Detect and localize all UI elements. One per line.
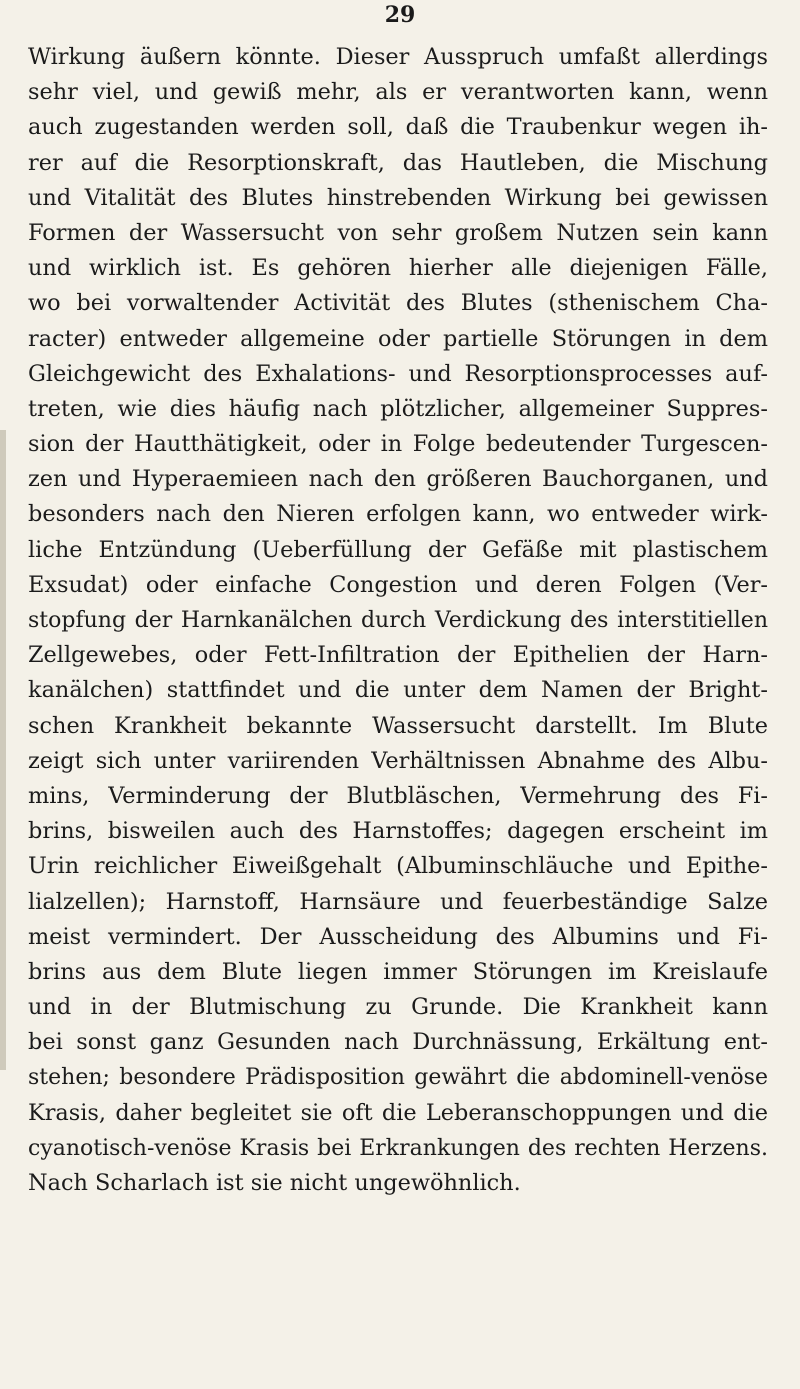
text-line: brins aus dem Blute liegen immer Störungen im Kreislaufe (28, 958, 768, 985)
text-line: besonders nach den Nieren erfolgen kann, wo entweder wirk- (28, 501, 768, 528)
text-line: zeigt sich unter variirenden Verhältnissen Abnahme des Albu- (28, 747, 768, 774)
text-line: Krasis, daher begleitet sie oft die Leberanschoppungen und die (28, 1099, 768, 1126)
text-line: brins, bisweilen auch des Harnstoffes; dagegen erscheint im (28, 818, 768, 845)
page-edge-shadow (0, 430, 6, 1070)
text-line: schen Krankheit bekannte Wassersucht darstellt. Im Blute (28, 712, 768, 739)
text-line: racter) entweder allgemeine oder partielle Störungen in dem (28, 325, 768, 352)
text-line: Zellgewebes, oder Fett-Infiltration der Epithelien der Harn- (28, 642, 768, 669)
text-line: cyanotisch-venöse Krasis bei Erkrankungen des rechten Herzens. (28, 1135, 768, 1161)
text-line: meist vermindert. Der Ausscheidung des Albumins und Fi- (28, 923, 768, 950)
text-line: bei sonst ganz Gesunden nach Durchnässung, Erkältung ent- (28, 1029, 768, 1056)
text-line: stopfung der Harnkanälchen durch Verdickung des interstitiellen (28, 608, 768, 633)
text-line: Wirkung äußern könnte. Dieser Ausspruch umfaßt allerdings (28, 44, 768, 70)
text-line: und in der Blutmischung zu Grunde. Die Krankheit kann (28, 994, 768, 1021)
body-text (28, 40, 768, 1201)
text-line: und Vitalität des Blutes hinstrebenden Wirkung bei gewissen (28, 184, 768, 211)
text-line: treten, wie dies häufig nach plötzlicher, allgemeiner Suppres- (28, 395, 768, 422)
text-line: lialzellen); Harnstoff, Harnsäure und feuerbeständige Salze (28, 888, 768, 915)
text-line: Gleichgewicht des Exhalations- und Resorptionsprocesses auf- (28, 360, 768, 387)
text-line: sehr viel, und gewiß mehr, als er verantworten kann, wenn (28, 79, 768, 106)
text-line: Formen der Wassersucht von sehr großem Nutzen sein kann (28, 219, 768, 246)
text-line: mins, Verminderung der Blutbläschen, Vermehrung des Fi- (28, 782, 768, 809)
page-number: 29 (384, 2, 416, 28)
text-line: kanälchen) stattfindet und die unter dem Namen der Bright- (28, 677, 768, 704)
text-line: Urin reichlicher Eiweißgehalt (Albuminschläuche und Epithe- (28, 853, 768, 880)
text-line: und wirklich ist. Es gehören hierher alle diejenigen Fälle, (28, 255, 768, 282)
text-line: rer auf die Resorptionskraft, das Hautleben, die Mischung (28, 149, 768, 176)
text-line: stehen; besondere Prädisposition gewährt die abdominell-venöse (28, 1065, 768, 1091)
text-line: Nach Scharlach ist sie nicht ungewöhnlich. (28, 1170, 521, 1196)
text-line: Exsudat) oder einfache Congestion und deren Folgen (Ver- (28, 571, 768, 598)
text-line: liche Entzündung (Ueberfüllung der Gefäße mit plastischem (28, 536, 768, 563)
text-line: sion der Hautthätigkeit, oder in Folge bedeutender Turgescen- (28, 431, 768, 458)
text-line: auch zugestanden werden soll, daß die Traubenkur wegen ih- (28, 114, 768, 141)
text-line: wo bei vorwaltender Activität des Blutes (sthenischem Cha- (28, 290, 768, 317)
text-line: zen und Hyperaemieen nach den größeren Bauchorganen, und (28, 466, 768, 493)
